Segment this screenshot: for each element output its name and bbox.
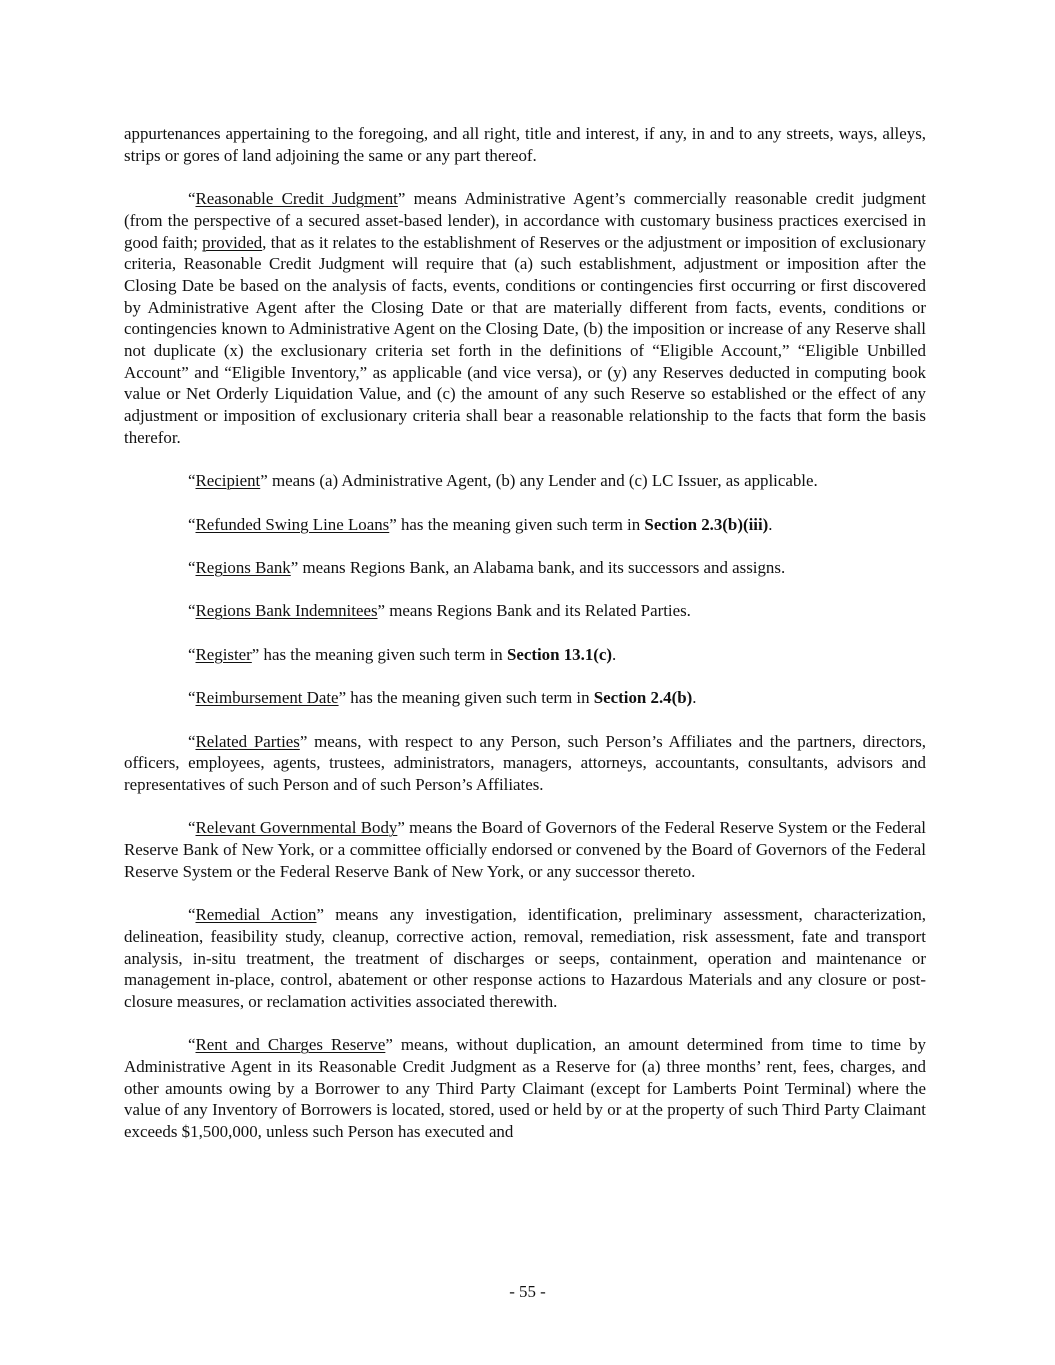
definition-refunded-swing-line-loans: “Refunded Swing Line Loans” has the meaning given such term in Section 2.3(b)(iii). [188,514,773,534]
definition-remedial-action: “Remedial Action” means any investigation, identification, preliminary assessment, characterization, delineation, feasibility study, cleanup, corrective action, removal, remediation, risk assessment, fate and transport analysis, in-situ treatment, the treatment of discharges or seeps, containment, operation and maintenance or management in-place, control, abatement or other response actions to Hazardous Materials and any closure or post-closure measures, or reclamation activities associated therewith. [124,905,926,1011]
paragraph-continuation: appurtenances appertaining to the foregoing, and all right, title and interest, if any, in and to any streets, ways, alleys, strips or gores of land adjoining the same or any part thereof. [124,124,926,165]
defined-term: Reasonable Credit Judgment [195,189,398,209]
defined-term: Rent and Charges Reserve [195,1035,386,1055]
definition-recipient: “Recipient” means (a) Administrative Agent, (b) any Lender and (c) LC Issuer, as applicable. [188,471,818,491]
definition-rent-and-charges-reserve: “Rent and Charges Reserve” means, without duplication, an amount determined from time to time by Administrative Agent in its Reasonable Credit Judgment as a Reserve for (a) three months’ rent, fees, charges, and other amounts owing by a Borrower to any Third Party Claimant (except for Lamberts Point Terminal) where the value of any Inventory of Borrowers is located, stored, used or held by or at the property of such Third Party Claimant exceeds $1,500,000, unless such Person has executed and [124,1035,926,1142]
section-reference: Section 13.1(c) [506,644,613,664]
definition-regions-bank: “Regions Bank” means Regions Bank, an Alabama bank, and its successors and assigns. [188,558,786,577]
section-reference: Section 2.4(b) [593,688,693,708]
definition-register: “Register” has the meaning given such term in Section 13.1(c). [188,644,617,664]
definition-reasonable-credit-judgment: “Reasonable Credit Judgment” means Administrative Agent’s commercially reasonable credit judgment (from the perspective of a secured asset-based lender), in accordance with customary business practices exercised in good faith; provided, that as it relates to the establishment of Reserves or the adjustment or imposition of exclusionary criteria, Reasonable Credit Judgment will require that (a) such establishment, adjustment or imposition after the Closing Date be based on the analysis of facts, events, conditions or contingencies first occurring or first discovered by Administrative Agent after the Closing Date or that are materially different from facts, events, conditions or contingencies known to Administrative Agent on the Closing Date, (b) the imposition or increase of any Reserve shall not duplicate (x) the exclusionary criteria set forth in the definitions of “Eligible Account,” “Eligible Unbilled Account” and “Eligible Inventory,” as applicable (and vice versa), or (y) any Reserves deducted in computing book value or Net Orderly Liquidation Value, and (c) the amount of any such Reserve so established or the effect of any adjustment or imposition of exclusionary criteria shall bear a reasonable relationship to the facts that form the basis therefor. [124,189,926,447]
defined-term: Regions Bank [195,558,291,577]
defined-term: Relevant Governmental Body [195,818,398,838]
page-number: - 55 - [509,1282,546,1301]
definition-reimbursement-date: “Reimbursement Date” has the meaning given such term in Section 2.4(b). [188,688,697,708]
defined-term: Reimbursement Date [195,688,339,708]
defined-term: Remedial Action [195,905,317,925]
defined-term: Related Parties [195,731,300,751]
definition-regions-bank-indemnitees: “Regions Bank Indemnitees” means Regions Bank and its Related Parties. [188,601,691,621]
section-reference: Section 2.3(b)(iii) [644,514,769,534]
defined-term: Refunded Swing Line Loans [195,514,390,534]
defined-term: Regions Bank Indemnitees [195,601,378,621]
document-page [124,123,926,1165]
provided-emphasis: provided [202,232,263,252]
definition-related-parties: “Related Parties” means, with respect to any Person, such Person’s Affiliates and the partners, directors, officers, employees, agents, trustees, administrators, managers, attorneys, accountants, consultants, advisors and representatives of such Person and of such Person’s Affiliates. [124,731,926,794]
definition-relevant-governmental-body: “Relevant Governmental Body” means the Board of Governors of the Federal Reserve System or the Federal Reserve Bank of New York, or a committee officially endorsed or convened by the Board of Governors of the Federal Reserve System or the Federal Reserve Bank of New York, or any successor thereto. [124,818,927,881]
defined-term: Recipient [195,471,261,491]
defined-term: Register [195,644,252,664]
